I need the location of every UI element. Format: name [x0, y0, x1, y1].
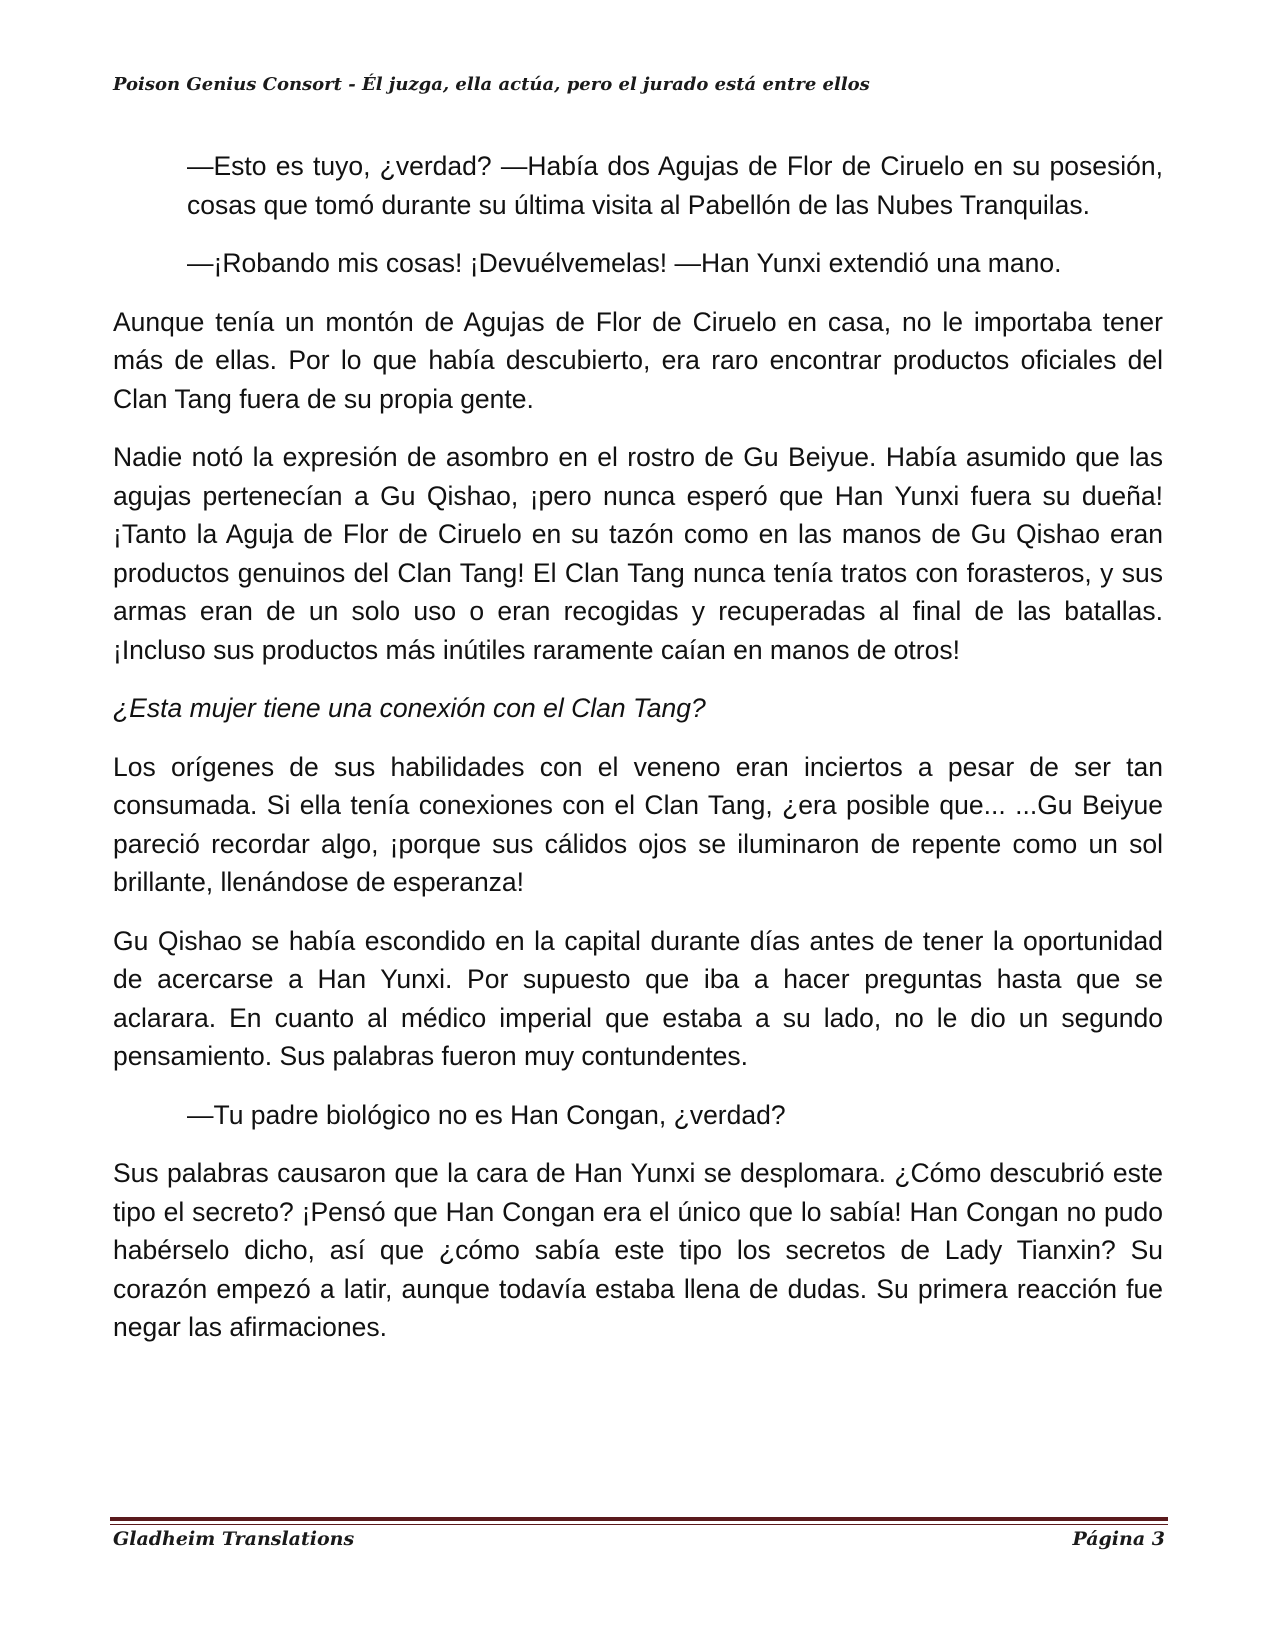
- paragraph-thought: ¿Esta mujer tiene una conexión con el Clan Tang?: [113, 693, 706, 723]
- paragraph-dialogue: —Esto es tuyo, ¿verdad? —Había dos Agujas de Flor de Ciruelo en su posesión, cosas que tomó durante su última visita al Pabellón de las Nubes Tranquilas.: [187, 151, 1163, 220]
- paragraph: Sus palabras causaron que la cara de Han Yunxi se desplomara. ¿Cómo descubrió este tipo el secreto? ¡Pensó que Han Congan era el único que lo sabía! Han Congan no pudo habérselo dicho, así que ¿cómo sabía este tipo los secretos de Lady Tianxin? Su corazón empezó a latir, aunque todavía estaba llena de dudas. Su primera reacción fue negar las afirmaciones.: [113, 1158, 1163, 1342]
- body-text: [113, 147, 1163, 1367]
- running-header: Poison Genius Consort - Él juzga, ella actúa, pero el jurado está entre ellos: [113, 74, 870, 95]
- paragraph: Gu Qishao se había escondido en la capital durante días antes de tener la oportunidad de acercarse a Han Yunxi. Por supuesto que iba a hacer preguntas hasta que se aclarara. En cuanto al médico imperial que estaba a su lado, no le dio un segundo pensamiento. Sus palabras fueron muy contundentes.: [113, 925, 1163, 1071]
- footer-divider: [110, 1517, 1168, 1521]
- paragraph: Los orígenes de sus habilidades con el veneno eran inciertos a pesar de ser tan consumada. Si ella tenía conexiones con el Clan Tang, ¿era posible que... ...Gu Beiyue pareció recordar algo, ¡porque sus cálidos ojos se iluminaron de repente como un sol brillante, llenándose de esperanza!: [113, 751, 1163, 897]
- paragraph: Aunque tenía un montón de Agujas de Flor de Ciruelo en casa, no le importaba tener más de ellas. Por lo que había descubierto, era raro encontrar productos oficiales del Clan Tang fuera de su propia gente.: [113, 306, 1163, 414]
- page-number: Página 3: [1072, 1528, 1165, 1550]
- paragraph-dialogue: —Tu padre biológico no es Han Congan, ¿verdad?: [187, 1099, 786, 1130]
- paragraph-dialogue: —¡Robando mis cosas! ¡Devuélvemelas! —Han Yunxi extendió una mano.: [187, 248, 1062, 278]
- footer-divider-thin: [110, 1524, 1168, 1525]
- footer-translator: Gladheim Translations: [113, 1528, 355, 1550]
- paragraph: Nadie notó la expresión de asombro en el rostro de Gu Beiyue. Había asumido que las agujas pertenecían a Gu Qishao, ¡pero nunca esperó que Han Yunxi fuera su dueña! ¡Tanto la Aguja de Flor de Ciruelo en su tazón como en las manos de Gu Qishao eran productos genuinos del Clan Tang! El Clan Tang nunca tenía tratos con forasteros, y sus armas eran de un solo uso o eran recogidas y recuperadas al final de las batallas. ¡Incluso sus productos más inútiles raramente caían en manos de otros!: [113, 442, 1163, 665]
